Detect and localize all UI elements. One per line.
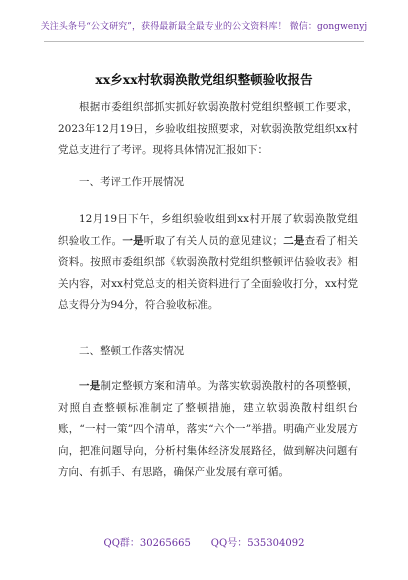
section2-bold-1: 一是 — [79, 380, 101, 392]
section2-heading: 二、整顿工作落实情况 — [79, 345, 184, 357]
section2-block — [58, 376, 358, 484]
footer-contact: QQ群：30265665 QQ号：535304092 — [103, 538, 305, 549]
intro-paragraph: 根据市委组织部抓实抓好软弱涣散村党组织整顿工作要求，2023年12月19日，乡验收组按照要求，对软弱涣散党组织xx村党总支进行了考评。现将具体情况汇报如下： — [58, 101, 358, 156]
section1-block — [58, 209, 358, 317]
section1-bold-1: 一是 — [122, 234, 144, 247]
promo-header: 关注头条号“公文研究”，获得最新最全最专业的公文资料库！ 微信：gongwenyj — [40, 22, 368, 32]
intro-block — [58, 97, 358, 162]
section1-text-a: 12月19日下午，乡组织验收组到xx村开展了软弱涣散党组织验收工作。 — [58, 213, 358, 247]
section2-heading-block — [58, 341, 358, 363]
section1-heading: 一、考评工作开展情况 — [79, 176, 184, 188]
section1-text-c: 听取了有关人员的意见建议； — [143, 234, 283, 247]
section2-paragraph — [58, 376, 358, 484]
section1-bold-2: 二是 — [282, 234, 305, 247]
section2-text: 制定整顿方案和清单。为落实软弱涣散村的各项整顿，对照自查整顿标准制定了整顿措施，建立软弱涣散村组织台账，“一村一策”四个清单，落实“六个一”举措。明确产业发展方向，把准问题导向，分析村集体经济发展路径，做到解决问题有方向、有抓手、有思路，确保产业发展有章可循。 — [58, 380, 359, 478]
header-divider — [44, 41, 364, 42]
section1-paragraph — [58, 209, 358, 317]
document-title: xx乡xx村软弱涣散党组织整顿验收报告 — [95, 72, 313, 87]
section1-heading-block — [58, 172, 358, 194]
section1-text-e: 查看了相关资料。按照市委组织部《软弱涣散村党组织整顿评估验收表》相关内容，对xx村党总支的相关资料进行了全面验收打分，xx村党总支得分为94分，符合验收标准。 — [58, 234, 359, 311]
